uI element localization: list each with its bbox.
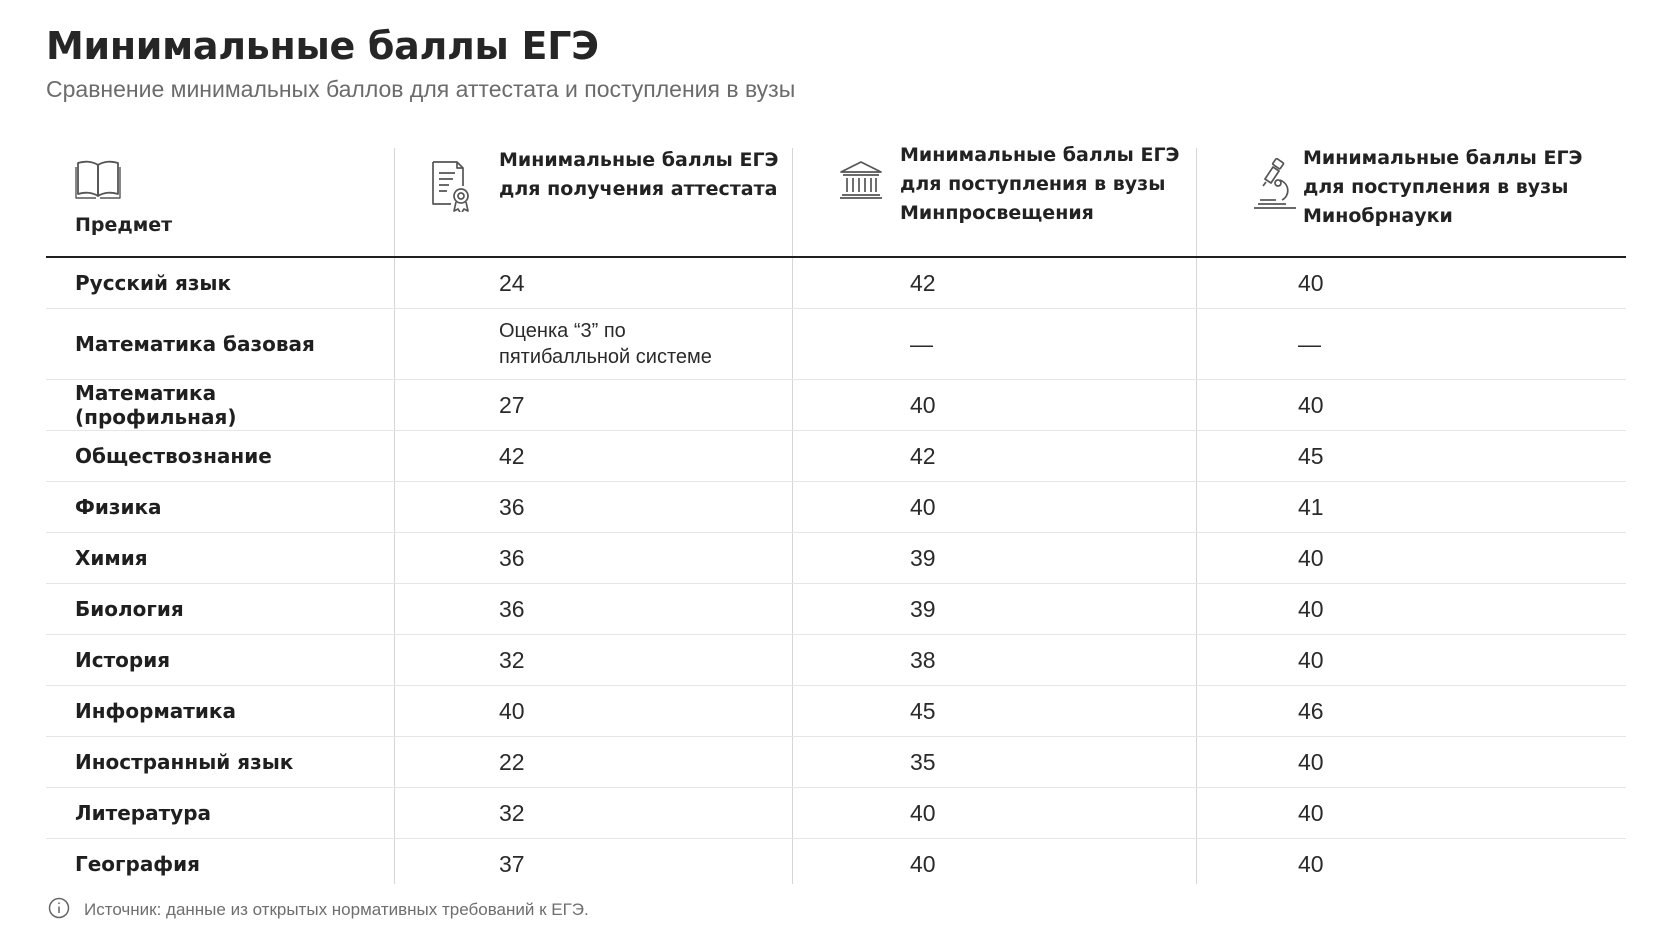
subject-cell: Математика (профильная)	[75, 381, 237, 429]
minobr-score: 40	[1298, 544, 1324, 571]
minpros-score: 39	[910, 595, 936, 622]
certificate-score: 24	[499, 269, 525, 296]
minobr-score: 40	[1298, 646, 1324, 673]
table-row	[46, 380, 1626, 431]
table-row	[46, 788, 1626, 839]
minobr-score: —	[1298, 330, 1321, 357]
column-label-minobr: Минимальные баллы ЕГЭ для поступления в вузы Минобрнауки	[1303, 147, 1583, 227]
header-minobr	[1197, 148, 1626, 256]
certificate-score: 36	[499, 544, 525, 571]
table-row	[46, 431, 1626, 482]
certificate-score: 27	[499, 391, 525, 418]
minpros-score: 42	[910, 269, 936, 296]
table-row	[46, 258, 1626, 309]
subject-cell: История	[75, 648, 171, 672]
minobr-score: 40	[1298, 269, 1324, 296]
certificate-score: 32	[499, 799, 525, 826]
table-row	[46, 584, 1626, 635]
column-label-certificate: Минимальные баллы ЕГЭ для получения аттестата	[499, 149, 779, 200]
subject-cell: Химия	[75, 546, 148, 570]
minpros-score: —	[910, 330, 933, 357]
header-certificate	[395, 148, 792, 256]
minobr-score: 46	[1298, 697, 1324, 724]
minpros-score: 35	[910, 748, 936, 775]
minobr-score: 45	[1298, 442, 1324, 469]
header-subject	[46, 148, 394, 256]
minobr-score: 40	[1298, 850, 1324, 877]
minpros-score: 40	[910, 493, 936, 520]
table-row	[46, 737, 1626, 788]
certificate-icon	[429, 160, 475, 212]
subject-cell: География	[75, 852, 201, 876]
minobr-score: 40	[1298, 595, 1324, 622]
minobr-score: 40	[1298, 391, 1324, 418]
certificate-score: 37	[499, 850, 525, 877]
minpros-score: 39	[910, 544, 936, 571]
subject-cell: Физика	[75, 495, 162, 519]
certificate-score: 22	[499, 748, 525, 775]
minobr-score: 40	[1298, 799, 1324, 826]
info-icon	[48, 897, 70, 923]
table-row	[46, 309, 1626, 380]
column-label-subject: Предмет	[75, 214, 173, 236]
minpros-score: 38	[910, 646, 936, 673]
source-note	[48, 897, 589, 923]
source-text: Источник: данные из открытых нормативных требований к ЕГЭ.	[84, 900, 589, 919]
table-header	[46, 144, 1626, 258]
table-body	[46, 258, 1626, 889]
minpros-score: 40	[910, 850, 936, 877]
microscope-icon	[1252, 158, 1298, 210]
table-row	[46, 635, 1626, 686]
subject-cell: Математика базовая	[75, 332, 315, 356]
certificate-score: 36	[499, 493, 525, 520]
subject-cell: Биология	[75, 597, 184, 621]
subject-cell: Литература	[75, 801, 212, 825]
header-minpros	[793, 144, 1196, 256]
certificate-score: 40	[499, 697, 525, 724]
table-row	[46, 839, 1626, 889]
subject-cell: Русский язык	[75, 271, 232, 295]
subject-cell: Иностранный язык	[75, 750, 294, 774]
page-title: Минимальные баллы ЕГЭ	[46, 24, 599, 68]
column-label-minpros: Минимальные баллы ЕГЭ для поступления в вузы Минпросвещения	[900, 144, 1180, 224]
certificate-score: 42	[499, 442, 525, 469]
table-row	[46, 533, 1626, 584]
table-row	[46, 686, 1626, 737]
minpros-score: 45	[910, 697, 936, 724]
minobr-score: 41	[1298, 493, 1324, 520]
subject-cell: Обществознание	[75, 444, 272, 468]
institution-icon	[839, 160, 883, 200]
certificate-score: 32	[499, 646, 525, 673]
minpros-score: 42	[910, 442, 936, 469]
minpros-score: 40	[910, 799, 936, 826]
certificate-score: 36	[499, 595, 525, 622]
minpros-score: 40	[910, 391, 936, 418]
page-subtitle: Сравнение минимальных баллов для аттестата и поступления в вузы	[46, 76, 796, 102]
table-row	[46, 482, 1626, 533]
minobr-score: 40	[1298, 748, 1324, 775]
book-icon	[75, 158, 121, 200]
certificate-score: Оценка “3” по пятибалльной системе	[499, 320, 712, 368]
subject-cell: Информатика	[75, 699, 236, 723]
scores-table	[46, 144, 1626, 889]
